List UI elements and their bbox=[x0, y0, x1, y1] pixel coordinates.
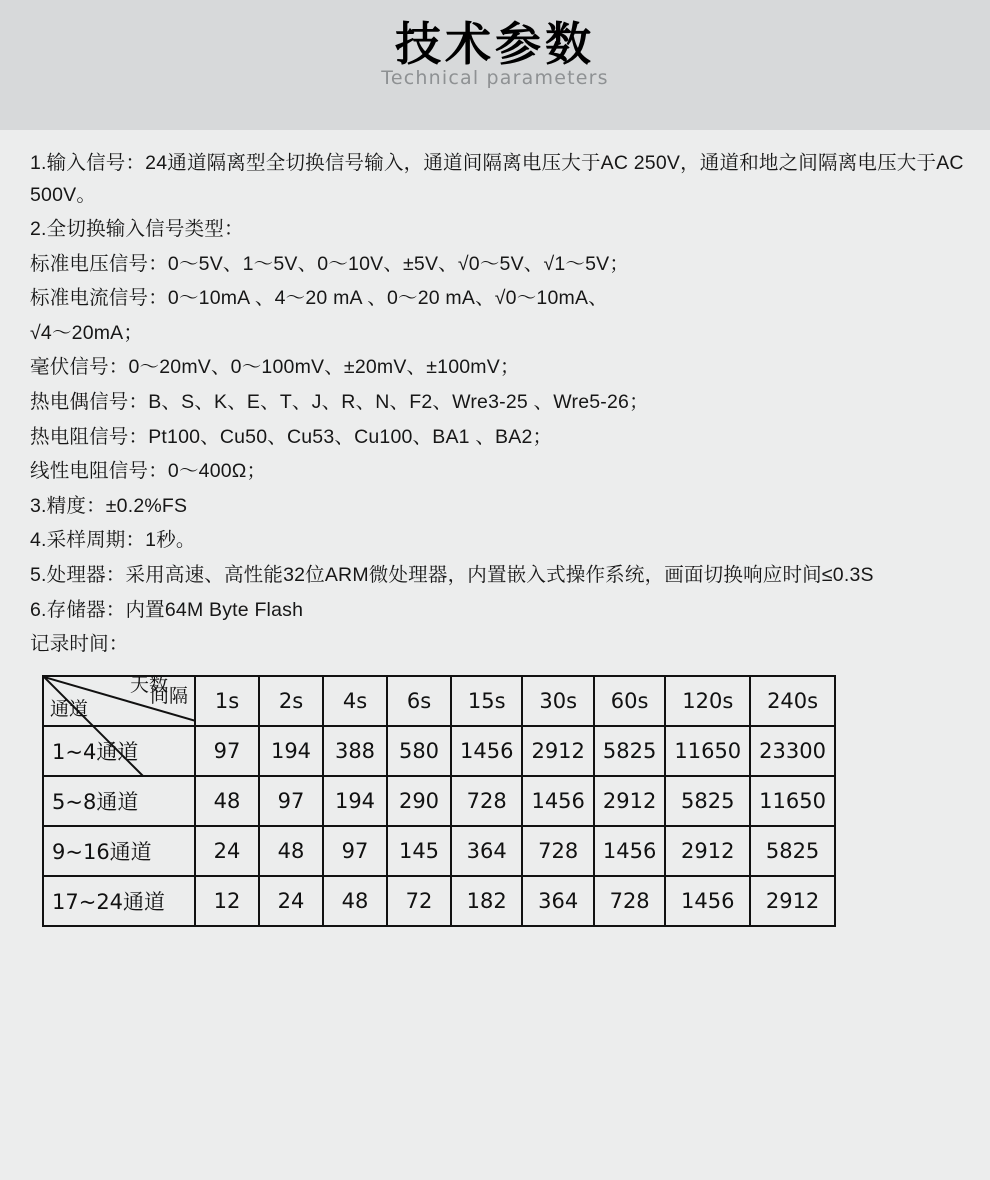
table-cell: 48 bbox=[259, 826, 323, 876]
spec-line: 4.采样周期：1秒。 bbox=[30, 529, 196, 552]
table-cell: 23300 bbox=[750, 726, 835, 776]
page-header bbox=[0, 0, 990, 130]
table-cell: 97 bbox=[259, 776, 323, 826]
spec-line: 2.全切换输入信号类型： bbox=[30, 218, 244, 241]
spec-line: 5.处理器：采用高速、高性能32位ARM微处理器，内置嵌入式操作系统，画面切换响应时间≤0.3S bbox=[30, 563, 874, 586]
table-cell: 5825 bbox=[594, 726, 665, 776]
spec-line: 毫伏信号：0〜20mV、0〜100mV、±20mV、±100mV； bbox=[30, 356, 520, 379]
table-row bbox=[43, 776, 835, 826]
table-cell: 48 bbox=[195, 776, 259, 826]
table-cell: 1456 bbox=[451, 726, 522, 776]
page-title: 技术参数 bbox=[395, 18, 595, 70]
corner-channel-label: 通道 bbox=[50, 697, 89, 720]
spec-line: 热电阻信号：Pt100、Cu50、Cu53、Cu100、BA1 、BA2； bbox=[30, 425, 553, 448]
spec-line: 记录时间： bbox=[30, 633, 129, 656]
table-cell: 728 bbox=[451, 776, 522, 826]
table-cell: 48 bbox=[323, 876, 387, 926]
table-cell: 72 bbox=[387, 876, 451, 926]
spec-line: √4〜20mA； bbox=[30, 321, 144, 344]
recording-time-table bbox=[42, 675, 836, 927]
spec-body bbox=[0, 130, 990, 927]
table-cell: 2912 bbox=[594, 776, 665, 826]
row-header: 1~4通道 bbox=[43, 726, 195, 776]
table-cell: 364 bbox=[451, 826, 522, 876]
spec-line: 3.精度：±0.2%FS bbox=[30, 494, 188, 517]
column-header: 120s bbox=[665, 676, 750, 726]
table-cell: 12 bbox=[195, 876, 259, 926]
row-header: 17~24通道 bbox=[43, 876, 195, 926]
table-row bbox=[43, 876, 835, 926]
table-cell: 11650 bbox=[750, 776, 835, 826]
table-cell: 182 bbox=[451, 876, 522, 926]
spec-line: 线性电阻信号：0〜400Ω； bbox=[30, 460, 267, 483]
table-cell: 1456 bbox=[594, 826, 665, 876]
column-header: 15s bbox=[451, 676, 522, 726]
table-corner-cell bbox=[43, 673, 195, 726]
table-cell: 388 bbox=[323, 726, 387, 776]
table-cell: 145 bbox=[387, 826, 451, 876]
table-cell: 728 bbox=[522, 826, 593, 876]
table-cell: 97 bbox=[323, 826, 387, 876]
table-cell: 24 bbox=[259, 876, 323, 926]
table-cell: 1456 bbox=[522, 776, 593, 826]
column-header: 4s bbox=[323, 676, 387, 726]
column-header: 60s bbox=[594, 676, 665, 726]
table-cell: 5825 bbox=[665, 776, 750, 826]
table-cell: 728 bbox=[594, 876, 665, 926]
table-cell: 1456 bbox=[665, 876, 750, 926]
corner-days-label: 天数 bbox=[129, 673, 168, 696]
table-cell: 290 bbox=[387, 776, 451, 826]
table-cell: 97 bbox=[195, 726, 259, 776]
spec-line: 6.存储器：内置64M Byte Flash bbox=[30, 598, 304, 621]
spec-line: 标准电流信号：0〜10mA 、4〜20 mA 、0〜20 mA、√0〜10mA、 bbox=[30, 287, 608, 310]
table-cell: 24 bbox=[195, 826, 259, 876]
spec-line: 热电偶信号：B、S、K、E、T、J、R、N、F2、Wre3-25 、Wre5-26； bbox=[30, 391, 649, 414]
column-header: 2s bbox=[259, 676, 323, 726]
column-header: 1s bbox=[195, 676, 259, 726]
table-cell: 194 bbox=[323, 776, 387, 826]
table-cell: 194 bbox=[259, 726, 323, 776]
table-cell: 2912 bbox=[522, 726, 593, 776]
table-cell: 11650 bbox=[665, 726, 750, 776]
table-cell: 580 bbox=[387, 726, 451, 776]
table-header-row bbox=[43, 676, 835, 726]
table-row bbox=[43, 826, 835, 876]
corner-interval-label: 间隔 bbox=[149, 684, 188, 707]
spec-line: 1.输入信号：24通道隔离型全切换信号输入，通道间隔离电压大于AC 250V，通道和地之间隔离电压大于AC 500V。 bbox=[30, 152, 964, 206]
column-header: 6s bbox=[387, 676, 451, 726]
spec-line: 标准电压信号：0〜5V、1〜5V、0〜10V、±5V、√0〜5V、√1〜5V； bbox=[30, 252, 630, 275]
row-header: 9~16通道 bbox=[43, 826, 195, 876]
table-cell: 5825 bbox=[750, 826, 835, 876]
column-header: 240s bbox=[750, 676, 835, 726]
table-cell: 364 bbox=[522, 876, 593, 926]
table-cell: 2912 bbox=[665, 826, 750, 876]
column-header: 30s bbox=[522, 676, 593, 726]
table-cell: 2912 bbox=[750, 876, 835, 926]
row-header: 5~8通道 bbox=[43, 776, 195, 826]
page-subtitle: Technical parameters bbox=[381, 66, 609, 89]
